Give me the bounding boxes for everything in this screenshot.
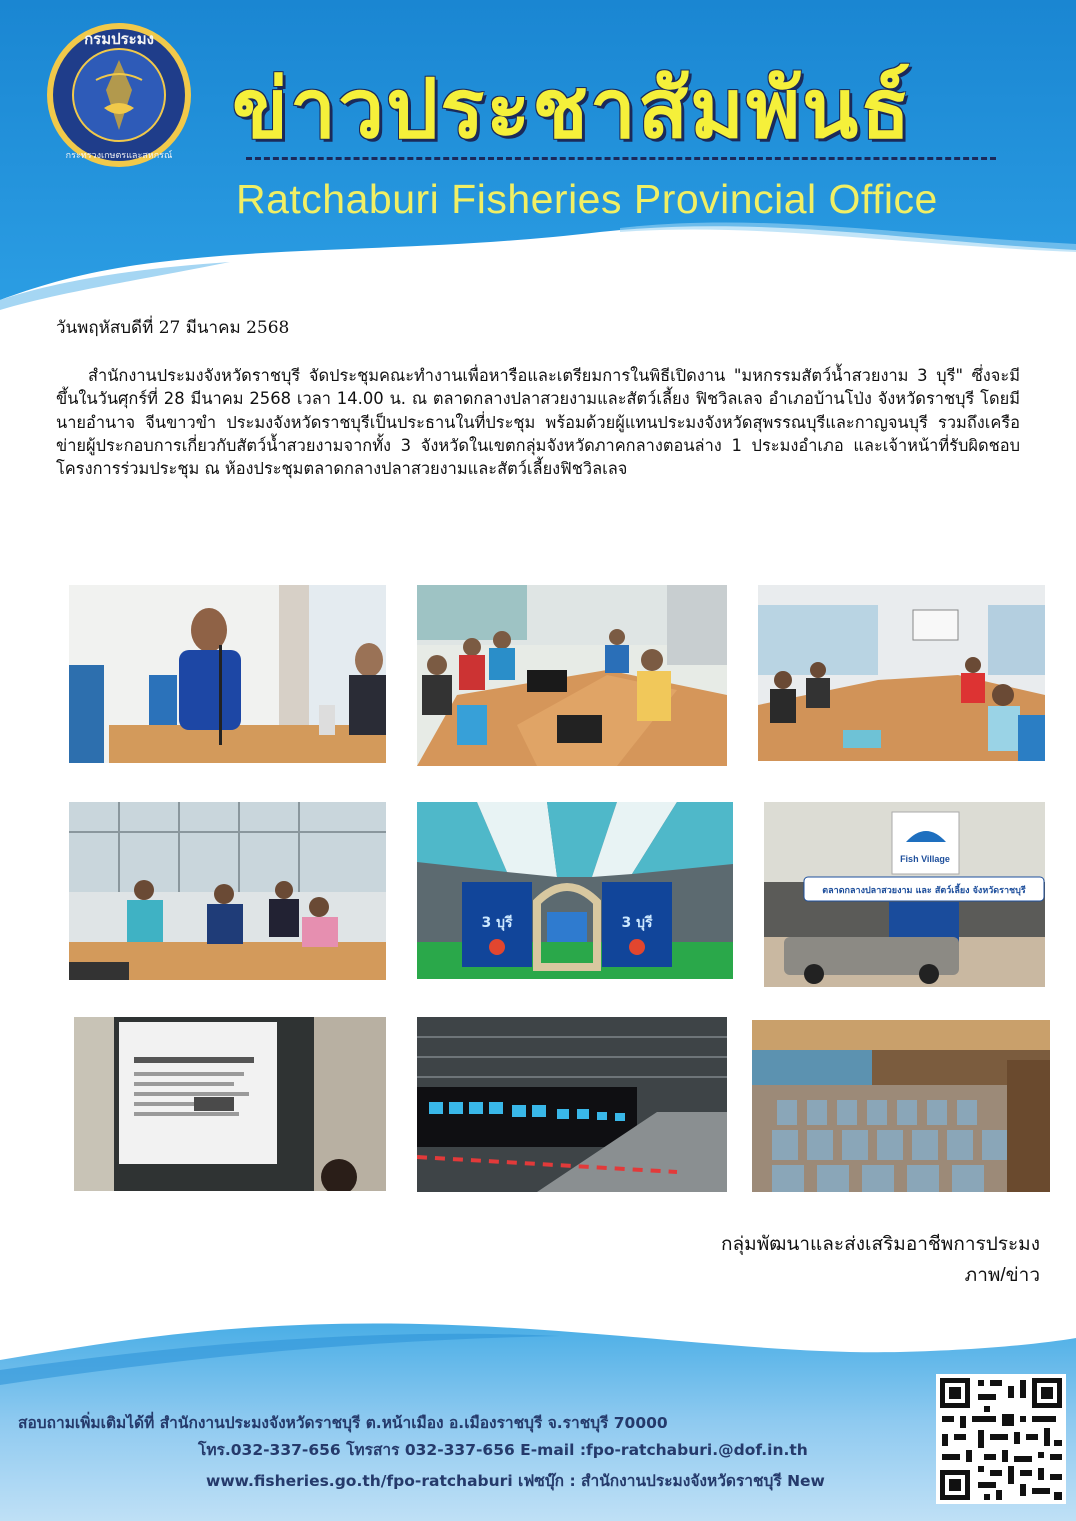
photo-event-seating: [752, 1020, 1050, 1192]
footer-contact: โทร.032-337-656 โทรสาร 032-337-656 E-mail :fpo-ratchaburi.@dof.in.th: [198, 1441, 808, 1459]
qr-code: [936, 1374, 1066, 1504]
page-title-english: Ratchaburi Fisheries Provincial Office: [236, 176, 938, 222]
credit-role: ภาพ/ข่าว: [964, 1265, 1040, 1286]
department-of-fisheries-logo: [44, 20, 194, 170]
photo-event-stage: [417, 802, 733, 979]
photo-meeting-table: [417, 585, 727, 766]
footer-website: www.fisheries.go.th/fpo-ratchaburi เฟซบุ๊ก : สำนักงานประมงจังหวัดราชบุรี New: [206, 1472, 825, 1490]
photo-participants: [69, 802, 386, 980]
credit-group: กลุ่มพัฒนาและส่งเสริมอาชีพการประมง: [721, 1234, 1040, 1255]
logo-bottom-text: กระทรวงเกษตรและสหกรณ์: [65, 151, 173, 161]
article-body: สำนักงานประมงจังหวัดราชบุรี จัดประชุมคณะทำงานเพื่อหารือและเตรียมการในพิธีเปิดงาน "มหกรรมสัตว์น้ำสวยงาม 3 บุรี" ซึ่งจะมีขึ้นในวันศุกร์ที่ 28 มีนาคม 2568 เวลา 14.00 น. ณ ตลาดกลางปลาสวยงามและสัตว์เลี้ยง ฟิชวิลเลจ อำเภอบ้านโป่ง จังหวัดราชบุรี โดยมีนายอำนาจ จีนขาวขำ ประมงจังหวัดราชบุรีเป็นประธานในที่ประชุม พร้อมด้วยผู้แทนประมงจังหวัดสุพรรณบุรีและกาญจนบุรี รวมถึงเครือข่ายผู้ประกอบการเกี่ยวกับสัตว์น้ำสวยงามจากทั้ง 3 จังหวัดในเขตกลุ่มจังหวัดภาคกลางตอนล่าง 1 ประมงอำเภอ และเจ้าหน้าที่รับผิดชอบโครงการร่วมประชุม ณ ห้องประชุมตลาดกลางปลาสวยงามและสัตว์เลี้ยงฟิชวิลเลจ: [56, 366, 1020, 479]
photo-aquarium-market: [417, 1017, 727, 1192]
fish-village-sign-text: Fish Village: [900, 854, 950, 864]
page-title-thai: ข่าวประชาสัมพันธ์: [232, 62, 913, 157]
header-banner: [0, 0, 1076, 310]
photo-meeting-room: [758, 585, 1045, 761]
photo-fish-village-sign: [764, 802, 1045, 987]
article-date: วันพฤหัสบดีที่ 27 มีนาคม 2568: [56, 318, 290, 338]
footer-address: สอบถามเพิ่มเติมได้ที่ สำนักงานประมงจังหวัดราชบุรี ต.หน้าเมือง อ.เมืองราชบุรี จ.ราชบุรี 70000: [18, 1414, 668, 1432]
market-sign-text: ตลาดกลางปลาสวยงาม และ สัตว์เลี้ยง จังหวัดราชบุรี: [822, 886, 1026, 896]
title-divider: [246, 157, 996, 160]
logo-top-text: กรมประมง: [84, 30, 154, 48]
banner-left-text: 3 บุรี: [481, 915, 513, 931]
banner-right-text: 3 บุรี: [621, 915, 653, 931]
photo-chairman-speaking: [69, 585, 386, 763]
photo-presentation-screen: [74, 1017, 386, 1191]
